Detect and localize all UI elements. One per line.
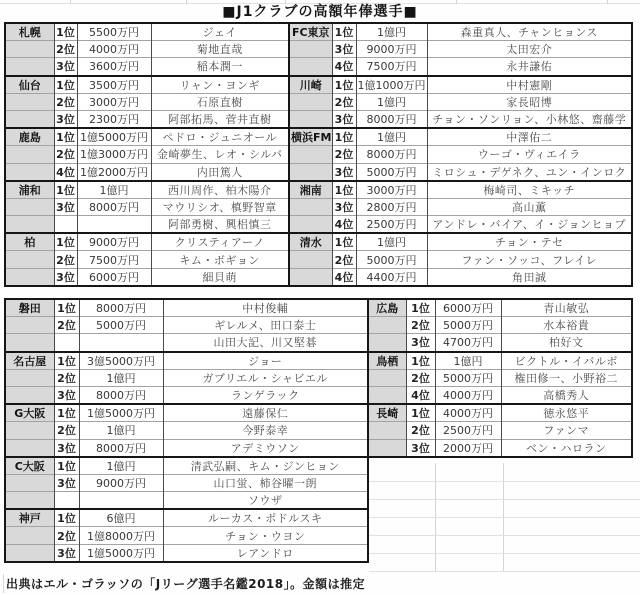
players-cell: チョン・テセ (427, 233, 632, 251)
table-row (289, 128, 632, 146)
rank-cell: 1位 (332, 233, 356, 251)
players-cell: 山田大記、川又堅碁 (163, 334, 368, 352)
table-row (5, 404, 368, 422)
rank-cell: 2位 (54, 251, 77, 268)
players-cell: 菊地直哉 (151, 41, 289, 58)
salary-cell: 8000万円 (356, 110, 427, 128)
table-row (5, 93, 289, 110)
table-row (5, 146, 289, 163)
salary-table-top-left (4, 22, 290, 287)
rank-cell: 1位 (406, 352, 435, 370)
club-cell: 浦和 (5, 181, 54, 199)
players-cell: ソウザ (163, 492, 368, 510)
table-row (5, 163, 289, 181)
salary-cell: 1億5000万円 (77, 128, 151, 146)
rank-cell (54, 334, 79, 352)
salary-cell: 3億5000万円 (79, 352, 163, 370)
club-cell (289, 146, 332, 163)
salary-table-bottom-right (367, 298, 633, 458)
players-cell: ペドロ・ジュニオール (151, 128, 289, 146)
club-cell (5, 198, 54, 215)
club-cell: 湘南 (289, 181, 332, 199)
club-cell: 柏 (5, 233, 54, 251)
rank-cell: 4位 (406, 386, 435, 404)
club-cell (289, 93, 332, 110)
table-row (289, 146, 632, 163)
players-cell: クリスティアーノ (151, 233, 289, 251)
club-cell: 磐田 (5, 299, 54, 317)
rank-cell: 2位 (332, 93, 356, 110)
table-row (289, 76, 632, 94)
rank-cell: 3位 (54, 268, 77, 286)
salary-cell: 1億3000万円 (77, 146, 151, 163)
club-cell: 清水 (289, 233, 332, 251)
rank-cell: 2位 (406, 317, 435, 334)
table-row (5, 268, 289, 286)
salary-cell: 6000万円 (435, 299, 501, 317)
table-row (368, 352, 632, 370)
players-cell: ギレルメ、田口泰士 (163, 317, 368, 334)
rank-cell: 2位 (54, 93, 77, 110)
club-cell: C大阪 (5, 457, 54, 475)
club-cell (5, 317, 54, 334)
club-cell: 仙台 (5, 76, 54, 94)
table-row (5, 299, 368, 317)
faint-gridline (369, 571, 640, 572)
players-cell: ビクトル・イバルボ (501, 352, 632, 370)
rank-cell: 3位 (54, 474, 79, 491)
salary-cell: 8000万円 (79, 299, 163, 317)
club-cell: G大阪 (5, 404, 54, 422)
salary-cell: 6億円 (79, 509, 163, 527)
club-cell (5, 110, 54, 128)
rank-cell: 3位 (406, 334, 435, 352)
table-row (5, 41, 289, 58)
players-cell: 遠藤保仁 (163, 404, 368, 422)
club-cell (5, 216, 54, 234)
club-cell (289, 251, 332, 268)
salary-cell: 1億5000万円 (79, 404, 163, 422)
rank-cell: 1位 (332, 76, 356, 94)
rank-cell: 2位 (54, 317, 79, 334)
players-cell: ファン・ソッコ、フレイレ (427, 251, 632, 268)
rank-cell: 1位 (54, 509, 79, 527)
salary-cell: 4000万円 (435, 386, 501, 404)
salary-cell: 9000万円 (77, 233, 151, 251)
table-row (5, 216, 289, 234)
salary-cell: 1億8000万円 (79, 527, 163, 544)
table-row (368, 299, 632, 317)
salary-cell: 4000万円 (435, 404, 501, 422)
rank-cell: 4位 (54, 163, 77, 181)
rank-cell: 3位 (332, 198, 356, 215)
salary-table-top-right (288, 22, 633, 287)
club-cell: 長崎 (368, 404, 406, 422)
rank-cell: 4位 (332, 216, 356, 234)
table-row (5, 181, 289, 199)
players-cell: マウリシオ、槙野智章 (151, 198, 289, 215)
club-cell (289, 41, 332, 58)
rank-cell (54, 492, 79, 510)
players-cell: 山口蛍、柿谷曜一朗 (163, 474, 368, 491)
club-cell (368, 334, 406, 352)
players-cell: 権田修一、小野裕二 (501, 369, 632, 386)
rank-cell: 1位 (54, 352, 79, 370)
salary-cell: 4400万円 (356, 268, 427, 286)
players-cell: 角田誠 (427, 268, 632, 286)
table-row (289, 110, 632, 128)
club-cell: 札幌 (5, 23, 54, 41)
club-cell: 川崎 (289, 76, 332, 94)
club-cell (289, 58, 332, 76)
salary-cell: 3600万円 (77, 58, 151, 76)
salary-cell: 1億5000万円 (79, 544, 163, 562)
players-cell: ランゲラック (163, 386, 368, 404)
table-row (5, 317, 368, 334)
players-cell: 高山薫 (427, 198, 632, 215)
table-row (368, 404, 632, 422)
rank-cell: 1位 (54, 404, 79, 422)
players-cell: キム・ボギョン (151, 251, 289, 268)
salary-cell: 1億円 (79, 369, 163, 386)
rank-cell: 2位 (406, 369, 435, 386)
club-cell (5, 163, 54, 181)
table-row (5, 251, 289, 268)
players-cell: ミロシュ・デゲネク、ユン・インロク (427, 163, 632, 181)
table-row (289, 251, 632, 268)
rank-cell: 3位 (54, 198, 77, 215)
club-cell: 鳥栖 (368, 352, 406, 370)
players-cell: ジョー (163, 352, 368, 370)
club-cell: 名古屋 (5, 352, 54, 370)
players-cell: ガブリエル・シャビエル (163, 369, 368, 386)
club-cell: 鹿島 (5, 128, 54, 146)
salary-cell: 9000万円 (356, 41, 427, 58)
table-row (368, 386, 632, 404)
players-cell: 梅崎司、ミキッチ (427, 181, 632, 199)
players-cell: 柏好文 (501, 334, 632, 352)
table-row (5, 492, 368, 510)
rank-cell: 2位 (54, 527, 79, 544)
players-cell: 徳永悠平 (501, 404, 632, 422)
salary-cell: 5000万円 (356, 163, 427, 181)
salary-cell: 3000万円 (356, 181, 427, 199)
club-cell (5, 492, 54, 510)
club-cell (368, 369, 406, 386)
players-cell: 永井謙佑 (427, 58, 632, 76)
players-cell: ルーカス・ポドルスキ (163, 509, 368, 527)
table-row (5, 58, 289, 76)
club-cell (5, 41, 54, 58)
players-cell: 高橋秀人 (501, 386, 632, 404)
salary-cell: 1億円 (79, 422, 163, 439)
club-cell (5, 527, 54, 544)
salary-cell: 9000万円 (79, 474, 163, 491)
salary-cell (79, 334, 163, 352)
rank-cell: 4位 (332, 268, 356, 286)
salary-cell: 8000万円 (356, 146, 427, 163)
salary-cell: 5000万円 (79, 317, 163, 334)
players-cell: 細貝萌 (151, 268, 289, 286)
table-row (5, 334, 368, 352)
rank-cell: 1位 (54, 457, 79, 475)
club-cell: 横浜FM (289, 128, 332, 146)
table-row (368, 369, 632, 386)
club-cell: 神戸 (5, 509, 54, 527)
table-row (368, 422, 632, 439)
players-cell: 稲本潤一 (151, 58, 289, 76)
salary-table-bottom-left (4, 298, 369, 563)
rank-cell (54, 216, 77, 234)
table-row (5, 457, 368, 475)
salary-cell: 1億円 (356, 23, 427, 41)
club-cell (5, 268, 54, 286)
table-row (289, 198, 632, 215)
club-cell (5, 439, 54, 457)
salary-cell (79, 492, 163, 510)
faint-gridline (369, 535, 640, 536)
salary-cell: 8000万円 (79, 386, 163, 404)
table-row (368, 334, 632, 352)
club-cell (5, 334, 54, 352)
rank-cell: 3位 (332, 41, 356, 58)
players-cell: 中澤佑二 (427, 128, 632, 146)
salary-cell: 1億円 (356, 233, 427, 251)
players-cell: 中村憲剛 (427, 76, 632, 94)
salary-cell: 5000万円 (435, 369, 501, 386)
rank-cell: 1位 (54, 23, 77, 41)
club-cell (5, 369, 54, 386)
club-cell (5, 146, 54, 163)
faint-gridline (369, 553, 640, 554)
salary-cell: 2800万円 (356, 198, 427, 215)
club-cell (5, 544, 54, 562)
rank-cell: 3位 (54, 110, 77, 128)
rank-cell: 2位 (406, 422, 435, 439)
salary-cell: 5500万円 (77, 23, 151, 41)
rank-cell: 2位 (54, 41, 77, 58)
rank-cell: 1位 (54, 299, 79, 317)
players-cell: ファンマ (501, 422, 632, 439)
players-cell: 西川周作、柏木陽介 (151, 181, 289, 199)
club-cell (368, 439, 406, 457)
players-cell: ベン・ハロラン (501, 439, 632, 457)
players-cell: ジェイ (151, 23, 289, 41)
club-cell (5, 474, 54, 491)
salary-cell: 1億円 (435, 352, 501, 370)
salary-cell: 8000万円 (77, 198, 151, 215)
salary-cell: 1億円 (77, 181, 151, 199)
table-row (289, 181, 632, 199)
table-row (5, 23, 289, 41)
table-row (5, 110, 289, 128)
club-cell (289, 110, 332, 128)
table-row (5, 198, 289, 215)
players-cell: アデミウソン (163, 439, 368, 457)
salary-cell: 1億2000万円 (77, 163, 151, 181)
salary-cell: 5000万円 (356, 251, 427, 268)
players-cell: レアンドロ (163, 544, 368, 562)
table-row (5, 474, 368, 491)
players-cell: チョン・ソンリョン、小林悠、齋藤学 (427, 110, 632, 128)
salary-cell: 2500万円 (356, 216, 427, 234)
players-cell: チョン・ウヨン (163, 527, 368, 544)
faint-gridline (369, 517, 640, 518)
club-cell: FC東京 (289, 23, 332, 41)
table-row (5, 128, 289, 146)
rank-cell: 3位 (54, 544, 79, 562)
club-cell (5, 251, 54, 268)
table-row (5, 386, 368, 404)
table-row (5, 352, 368, 370)
salary-cell: 2500万円 (435, 422, 501, 439)
table-row (289, 93, 632, 110)
players-cell: アンドレ・バイア、イ・ジョンヒョプ (427, 216, 632, 234)
table-row (368, 317, 632, 334)
salary-cell: 4000万円 (77, 41, 151, 58)
rank-cell: 3位 (54, 58, 77, 76)
club-cell (368, 317, 406, 334)
players-cell: 今野泰幸 (163, 422, 368, 439)
table-row (289, 268, 632, 286)
players-cell: 金崎夢生、レオ・シルバ (151, 146, 289, 163)
faint-gridline (369, 499, 640, 500)
rank-cell: 3位 (54, 386, 79, 404)
salary-cell: 7500万円 (77, 251, 151, 268)
table-row (5, 527, 368, 544)
rank-cell: 1位 (54, 76, 77, 94)
salary-cell: 1億円 (79, 457, 163, 475)
club-cell (5, 58, 54, 76)
rank-cell: 1位 (332, 128, 356, 146)
table-row (5, 233, 289, 251)
salary-cell: 7500万円 (356, 58, 427, 76)
rank-cell: 1位 (332, 181, 356, 199)
rank-cell: 3位 (332, 110, 356, 128)
club-cell (5, 422, 54, 439)
rank-cell: 2位 (54, 146, 77, 163)
table-row (289, 23, 632, 41)
salary-cell: 5000万円 (435, 317, 501, 334)
table-row (5, 369, 368, 386)
rank-cell: 3位 (332, 163, 356, 181)
club-cell (368, 386, 406, 404)
salary-cell: 4700万円 (435, 334, 501, 352)
rank-cell: 2位 (332, 146, 356, 163)
rank-cell: 1位 (54, 128, 77, 146)
rank-cell: 4位 (332, 58, 356, 76)
faint-gridline (369, 481, 640, 482)
salary-cell: 8000万円 (79, 439, 163, 457)
club-cell (5, 386, 54, 404)
rank-cell: 1位 (406, 404, 435, 422)
source-note: 出典はエル・ゴラッソの「Jリーグ選手名鑑2018」。金額は推定 (6, 577, 366, 591)
players-cell: 家長昭博 (427, 93, 632, 110)
table-row (5, 544, 368, 562)
rank-cell: 1位 (406, 299, 435, 317)
faint-gridline (3, 574, 4, 593)
salary-cell: 3500万円 (77, 76, 151, 94)
rank-cell: 3位 (406, 439, 435, 457)
rank-cell: 1位 (54, 181, 77, 199)
table-row (289, 58, 632, 76)
rank-cell: 1位 (54, 233, 77, 251)
rank-cell: 3位 (54, 439, 79, 457)
players-cell: 青山敏弘 (501, 299, 632, 317)
salary-cell: 3000万円 (77, 93, 151, 110)
players-cell: 阿部拓馬、菅井直樹 (151, 110, 289, 128)
rank-cell: 2位 (54, 369, 79, 386)
club-cell (289, 268, 332, 286)
table-row (289, 233, 632, 251)
page-title: ■J1クラブの高額年俸選手■ (222, 4, 418, 20)
players-cell: 水本裕貴 (501, 317, 632, 334)
club-cell (5, 93, 54, 110)
players-cell: 内田篤人 (151, 163, 289, 181)
table-row (5, 76, 289, 94)
table-row (289, 163, 632, 181)
players-cell: リャン・ヨンギ (151, 76, 289, 94)
table-row (5, 422, 368, 439)
table-row (5, 509, 368, 527)
salary-cell: 2300万円 (77, 110, 151, 128)
salary-cell: 2000万円 (435, 439, 501, 457)
salary-cell: 1億1000万円 (356, 76, 427, 94)
club-cell (289, 216, 332, 234)
table-row (289, 216, 632, 234)
players-cell: 石原直樹 (151, 93, 289, 110)
rank-cell: 2位 (332, 251, 356, 268)
club-cell (289, 198, 332, 215)
club-cell (289, 163, 332, 181)
salary-cell (77, 216, 151, 234)
table-row (368, 439, 632, 457)
players-cell: ウーゴ・ヴィエイラ (427, 146, 632, 163)
players-cell: 森重真人、チャンヒョンス (427, 23, 632, 41)
club-cell: 広島 (368, 299, 406, 317)
players-cell: 中村俊輔 (163, 299, 368, 317)
salary-cell: 1億円 (356, 93, 427, 110)
players-cell: 阿部勇樹、興梠慎三 (151, 216, 289, 234)
rank-cell: 2位 (54, 422, 79, 439)
players-cell: 太田宏介 (427, 41, 632, 58)
rank-cell: 1位 (332, 23, 356, 41)
table-row (5, 439, 368, 457)
club-cell (368, 422, 406, 439)
salary-cell: 6000万円 (77, 268, 151, 286)
players-cell: 清武弘嗣、キム・ジンヒョン (163, 457, 368, 475)
table-row (289, 41, 632, 58)
salary-cell: 1億円 (356, 128, 427, 146)
